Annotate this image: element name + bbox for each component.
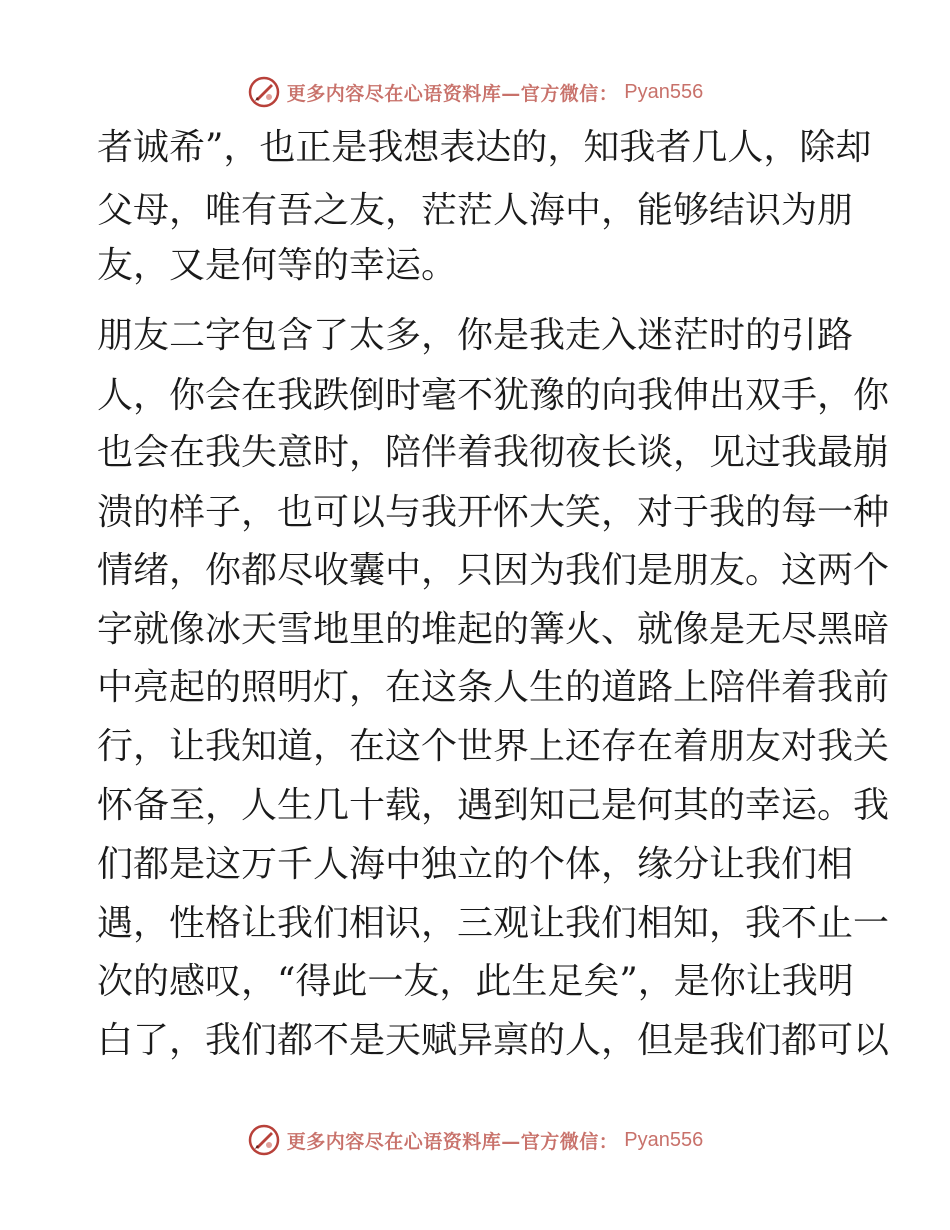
- text-line: 怀备至，人生几十载，遇到知己是何其的幸运。我: [97, 785, 890, 826]
- text-line: 者诚希”，也正是我想表达的，知我者几人，除却: [97, 127, 872, 168]
- text-line: 朋友二字包含了太多，你是我走入迷茫时的引路: [97, 315, 854, 356]
- header-banner: [0, 72, 950, 112]
- banner-text: 更多内容尽在心语资料库—官方微信：: [286, 82, 619, 105]
- banner-wechat-id: Pyan556: [624, 80, 704, 103]
- quill-pen-logo-icon: [247, 1123, 281, 1157]
- banner-text: 更多内容尽在心语资料库—官方微信：: [286, 1130, 619, 1153]
- text-line: 情绪，你都尽收囊中，只因为我们是朋友。这两个: [97, 550, 890, 591]
- text-line: 人，你会在我跌倒时毫不犹豫的向我伸出双手，你: [97, 375, 890, 416]
- text-line: 行，让我知道，在这个世界上还存在着朋友对我关: [97, 726, 890, 767]
- text-line: 父母，唯有吾之友，茫茫人海中，能够结识为朋: [97, 190, 854, 231]
- quill-pen-logo-icon: [247, 75, 281, 109]
- text-line: 也会在我失意时，陪伴着我彻夜长谈，见过我最崩: [97, 432, 890, 473]
- text-line: 白了，我们都不是天赋异禀的人，但是我们都可以: [97, 1020, 890, 1061]
- text-line: 们都是这万千人海中独立的个体，缘分让我们相: [97, 844, 854, 885]
- banner-wechat-id: Pyan556: [624, 1128, 704, 1151]
- footer-banner: [0, 1120, 950, 1160]
- text-line: 遇，性格让我们相识，三观让我们相知，我不止一: [97, 903, 890, 944]
- text-line: 中亮起的照明灯，在这条人生的道路上陪伴着我前: [97, 667, 890, 708]
- text-line: 字就像冰天雪地里的堆起的篝火、就像是无尽黑暗: [97, 609, 890, 650]
- text-line: 溃的样子，也可以与我开怀大笑，对于我的每一种: [97, 492, 890, 533]
- text-line: 友，又是何等的幸运。: [97, 245, 458, 286]
- text-line: 次的感叹，“得此一友，此生足矣”，是你让我明: [97, 961, 854, 1002]
